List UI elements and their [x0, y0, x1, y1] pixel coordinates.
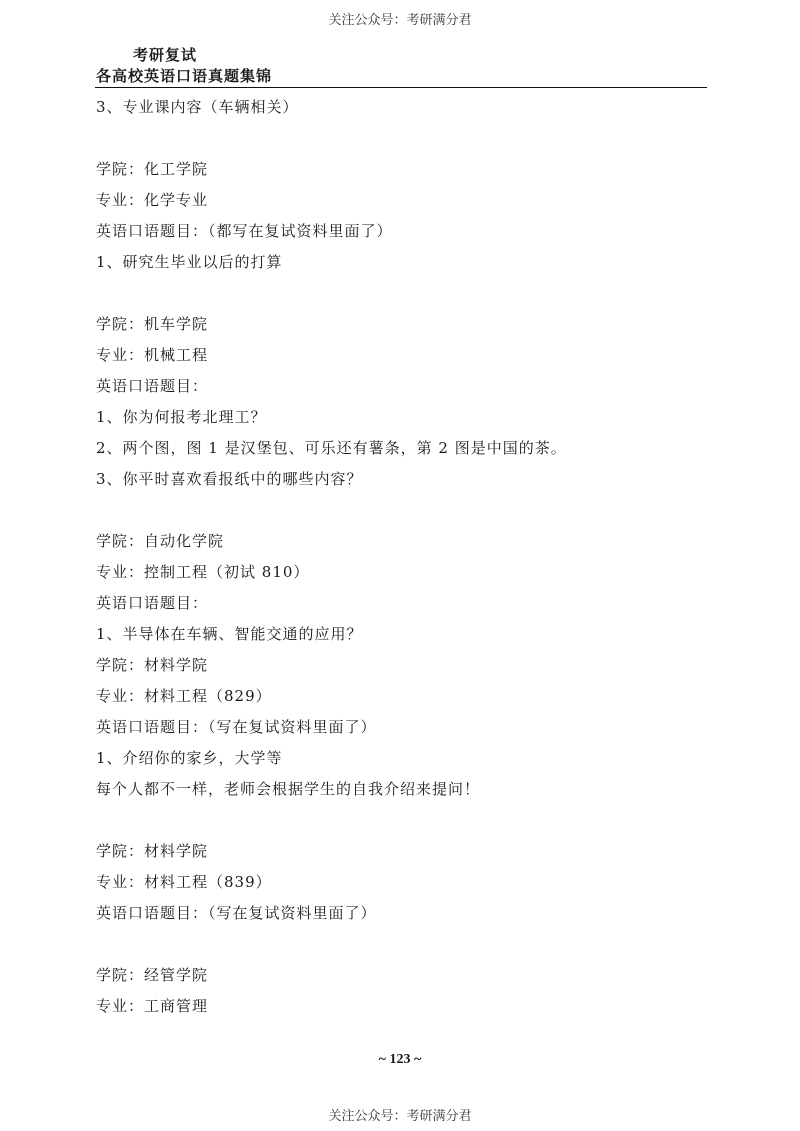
watermark-top: 关注公众号：考研满分君 — [328, 13, 472, 28]
major-line: 专业：材料工程（829） — [96, 687, 272, 705]
question-item: 1、介绍你的家乡，大学等 — [96, 749, 283, 767]
question-item: 3、你平时喜欢看报纸中的哪些内容？ — [96, 470, 363, 488]
document-body — [96, 92, 706, 1022]
college-line: 学院：材料学院 — [96, 656, 209, 674]
college-line: 学院：自动化学院 — [96, 532, 225, 550]
question-heading: 英语口语题目： — [96, 594, 209, 612]
college-line: 学院：材料学院 — [96, 842, 209, 860]
paragraph-gap — [96, 805, 706, 836]
college-line: 学院：化工学院 — [96, 160, 209, 178]
paragraph-gap — [96, 278, 706, 309]
college-line: 学院：经管学院 — [96, 966, 209, 984]
major-line: 专业：控制工程（初试 810） — [96, 563, 310, 581]
question-heading: 英语口语题目：（写在复试资料里面了） — [96, 718, 377, 736]
paragraph-gap — [96, 123, 706, 154]
text-line: 3、专业课内容（车辆相关） — [96, 98, 299, 116]
major-line: 专业：材料工程（839） — [96, 873, 272, 891]
header-rule — [95, 87, 707, 88]
question-item: 2、两个图，图 1 是汉堡包、可乐还有薯条，第 2 图是中国的茶。 — [96, 439, 567, 457]
college-line: 学院：机车学院 — [96, 315, 209, 333]
header-subtitle: 各高校英语口语真题集锦 — [96, 67, 273, 85]
question-item: 1、你为何报考北理工？ — [96, 408, 267, 426]
paragraph-gap — [96, 929, 706, 960]
major-line: 专业：化学专业 — [96, 191, 209, 209]
question-item: 1、研究生毕业以后的打算 — [96, 253, 283, 271]
question-heading: 英语口语题目： — [96, 377, 209, 395]
major-line: 专业：工商管理 — [96, 997, 209, 1015]
page-number: ~ 123 ~ — [378, 1052, 422, 1067]
question-heading: 英语口语题目：（都写在复试资料里面了） — [96, 222, 393, 240]
paragraph-gap — [96, 495, 706, 526]
note-line: 每个人都不一样，老师会根据学生的自我介绍来提问！ — [96, 780, 481, 798]
question-heading: 英语口语题目：（写在复试资料里面了） — [96, 904, 377, 922]
major-line: 专业：机械工程 — [96, 346, 209, 364]
header-title: 考研复试 — [133, 46, 198, 64]
question-item: 1、半导体在车辆、智能交通的应用？ — [96, 625, 363, 643]
watermark-bottom: 关注公众号：考研满分君 — [328, 1109, 472, 1124]
